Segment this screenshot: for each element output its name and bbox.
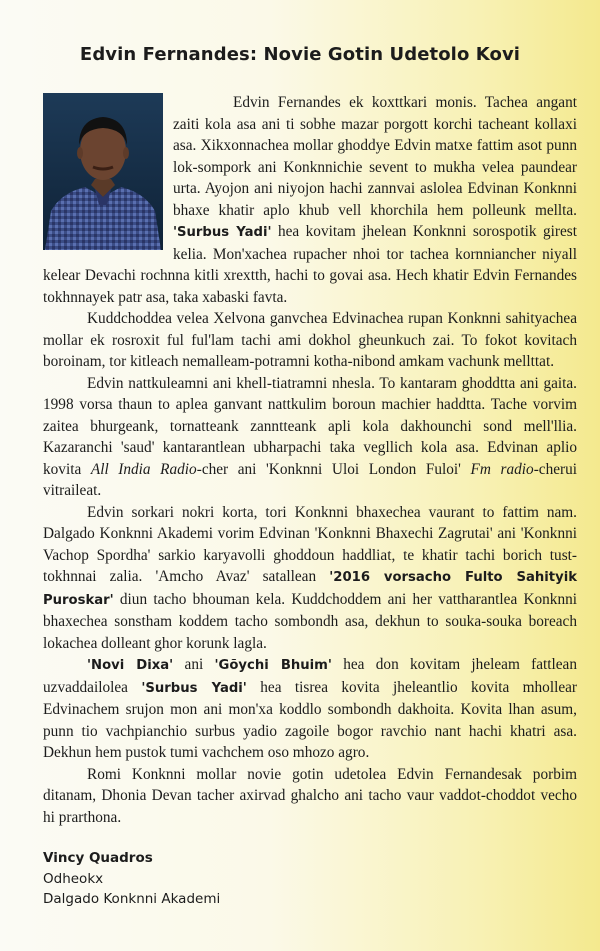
photo-spacer	[43, 92, 173, 254]
book-title-goychi-bhuim: 'Gõychi Bhuim'	[214, 658, 332, 673]
paragraph-6: Romi Konknni mollar novie gotin udetolea Edvin Fernandesak porbim ditanam, Dhonia Devan tacher axirvad ghalcho ani tacho vaur vaddot-choddot vecho hi prarthona.	[43, 765, 577, 826]
paragraph-5	[43, 654, 577, 764]
paragraph-1-text-end: hea kovitam jhelean Konknni sorospotik girest kelia. Mon'xachea rupacher nhoi tor tachea kornniancher niyall kelear Devachi rochnna kitli xrextth, hachi to govai asa. Hech khatir Edvin Fernandes tokhnnayek patr asa, taka xabaski favta.	[43, 223, 577, 306]
paragraph-3-text-mid: -cher ani 'Konknni Uloi London Fuloi'	[196, 460, 471, 478]
paragraph-2: Kuddchoddea velea Xelvona ganvchea Edvinachea rupan Konknni sahityachea mollar ek rosroxit ful ful'lam tachi ami dokhol gheunkuch zai. To fokot kovitach boroinam, tor kitleach nemalleam-potramni kotha-nibond amkam vachunk mellttat.	[43, 310, 577, 370]
signature-name: Vincy Quadros	[43, 850, 153, 866]
signature-block	[43, 848, 220, 910]
paragraph-4-text-end: diun tacho bhouman kela. Kuddchoddem ani her vattharantlea Konknni bhaxechea sonstham koddem tacho sombondh asa, dekhun to souka-souka boreach lokachea dolleant ghor korunk lagla.	[43, 590, 577, 652]
book-title-novi-dixa: 'Novi Dixa'	[87, 658, 174, 673]
signature-role: Odheokx	[43, 870, 104, 887]
paragraph-4-text: Edvin sorkari nokri korta, tori Konknni bhaxechea vaurant to fattim nam. Dalgado Konknni Akademi vorim Edvinan 'Konknni Bhaxechi Zagrutai' ani 'Konknni Vachop Spordha' sarkio karyavolli ghoddoun haddliat, te khatir tachi borich tust-tokhnnai zalia. 'Amcho Avaz' satallean	[43, 503, 577, 585]
paragraph-5-text-mid: hea don kovitam jheleam fattlean uzvaddailolea	[43, 656, 577, 696]
paragraph-5-text-end: hea tisrea kovita jheleantlio kovita mhollear Edvinachem srujon mon ani mon'xa koddlo sombondh dakhoita. Kovita lhan asum, punn tio vachpianchio surbus yadio zagoile bogor ravchio nant hachi khatri asa. Dekhun hem pustok tumi vachchem oso mhozo agro.	[43, 678, 578, 761]
paragraph-3	[43, 373, 577, 502]
article-body	[43, 92, 577, 828]
book-title-surbus-yadi-2: 'Surbus Yadi'	[141, 680, 247, 696]
signature-org: Dalgado Konknni Akademi	[43, 891, 221, 907]
paragraph-1-text: Edvin Fernandes ek koxttkari monis. Tachea angant zaiti kola asa ani ti sobhe mazar porgott korchi tacheant kollaxi asa. Xikxonnachea mollar ghoddye Edvin matxe fattim asot punn lok-sompork ani Konknnichie sevent to mukha velea paundear urta. Ayojon ani niyojon hachi zannvai aslolea Edvinan Konknni bhaxe khatir aplo khub vell khorchila hem polleunk mellta.	[173, 94, 577, 219]
paragraph-3-text-end: -cherui vitraileat.	[43, 460, 578, 499]
book-title-surbus-yadi: 'Surbus Yadi'	[173, 225, 272, 240]
paragraph-4	[43, 502, 577, 655]
paragraph-3-text: Edvin nattkuleamni ani khell-tiatramni nhesla. To kantaram ghoddtta ani gaita. 1998 vorsa thaun to aplea ganvant nattkulim boroun machier haddtta. Tache vorvim zaitea bhurgeank, tornatteank zanntteank apli kola dakhounchi sond mell'llia. Kazaranchi 'saud' kantarantlean ubharpachi taka vegllich kola asa. Edvinan aplio kovita	[43, 374, 577, 478]
radio-name-air: All India Radio	[90, 460, 197, 478]
paragraph-5-text: ani	[173, 656, 215, 673]
award-name: '2016 vorsacho Fulto Sahityik Puroskar'	[43, 570, 577, 608]
article-title: Edvin Fernandes: Novie Gotin Udetolo Kovi	[79, 44, 521, 65]
radio-name-fm: Fm radio	[470, 460, 534, 478]
